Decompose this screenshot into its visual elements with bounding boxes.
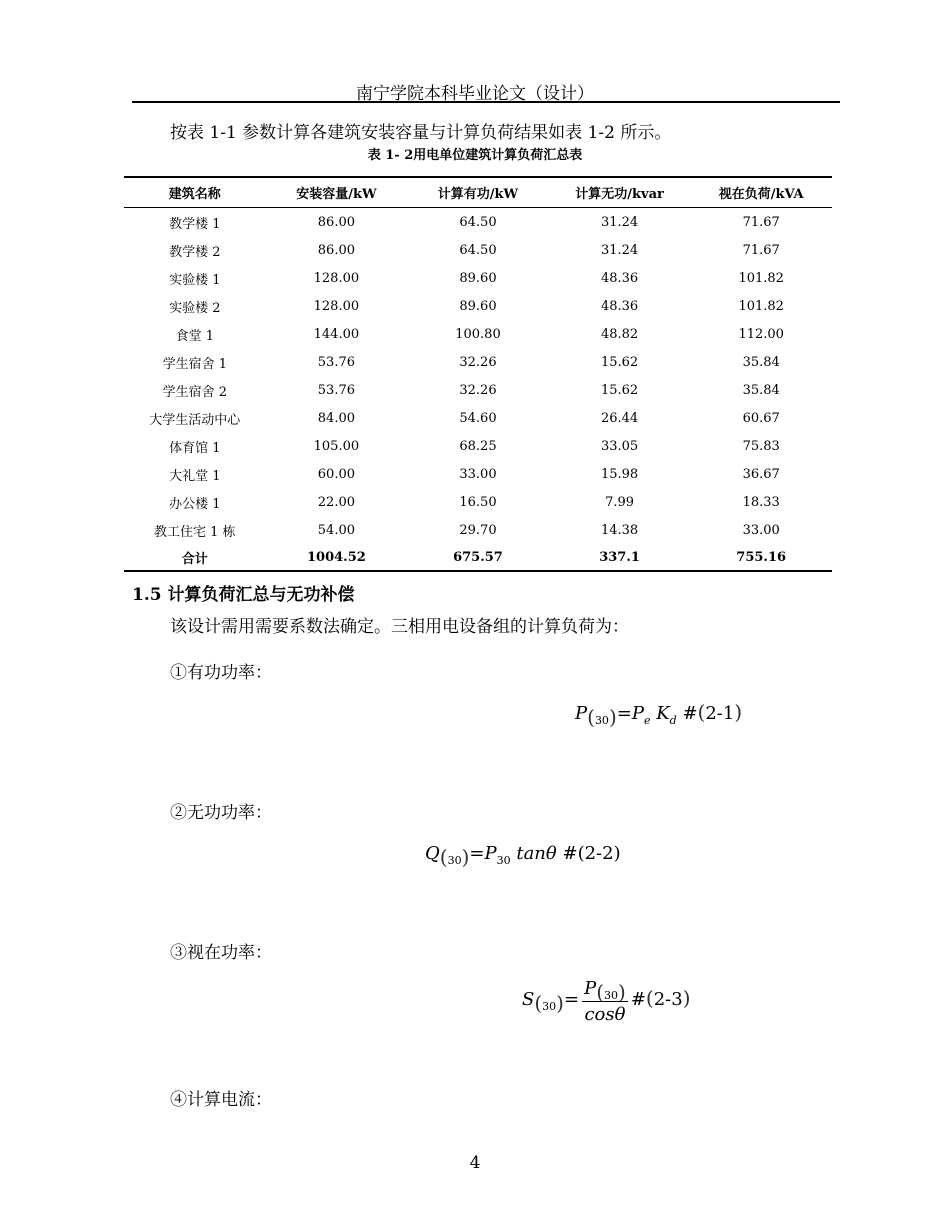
table-total-row	[124, 544, 832, 571]
building-name-cell: 学生宿舍 2	[162, 384, 227, 400]
value-cell: 7.99	[605, 494, 635, 510]
table-row	[124, 516, 832, 544]
reactive-power-label: ②无功功率：	[170, 803, 272, 823]
equation-number: 2-1	[705, 703, 735, 724]
value-cell: 128.00	[313, 270, 360, 286]
building-name-cell: 学生宿舍 1	[162, 356, 227, 372]
value-cell: 71.67	[742, 214, 780, 230]
value-cell: 100.80	[455, 326, 501, 342]
eq-symbol: P	[575, 703, 588, 724]
eq-mark: #	[562, 843, 578, 864]
value-cell: 112.00	[738, 326, 784, 342]
table-header-row	[124, 177, 832, 208]
page-number: 4	[469, 1153, 481, 1173]
building-name-cell: 教学楼 1	[169, 216, 221, 232]
value-cell: 60.00	[317, 466, 355, 482]
intro-paragraph: 按表 1-1 参数计算各建筑安装容量与计算负荷结果如表 1-2 所示。	[170, 123, 672, 143]
current-label: ④计算电流：	[170, 1090, 272, 1110]
eq-subscript: d	[669, 714, 677, 727]
table-row	[124, 292, 832, 320]
table-row	[124, 404, 832, 432]
column-header: 建筑名称	[124, 177, 266, 208]
building-name-cell: 大礼堂 1	[169, 468, 221, 484]
value-cell: 32.26	[459, 354, 497, 370]
value-cell: 89.60	[459, 270, 497, 286]
apparent-power-label: ③视在功率：	[170, 943, 272, 963]
eq-symbol: P	[631, 703, 644, 724]
value-cell: 35.84	[742, 354, 780, 370]
value-cell: 48.36	[600, 298, 639, 314]
building-name-cell: 教学楼 2	[169, 244, 221, 260]
building-name-cell: 实验楼 1	[169, 272, 221, 288]
value-cell: 33.00	[742, 522, 780, 538]
column-header: 安装容量/kW	[266, 177, 408, 208]
eq-mark: #	[682, 703, 698, 724]
column-header: 计算无功/kvar	[549, 177, 691, 208]
value-cell: 60.67	[742, 410, 780, 426]
value-cell: 71.67	[742, 242, 780, 258]
equation-active-power: $P_{(30)}=P_e$ $K_d$ #(2-1)	[575, 700, 743, 729]
value-cell: 64.50	[459, 214, 497, 230]
eq-symbol: Q	[425, 843, 440, 864]
value-cell: 15.62	[600, 382, 639, 398]
value-cell: 33.05	[600, 438, 639, 454]
table-row	[124, 460, 832, 488]
value-cell: 48.36	[600, 270, 639, 286]
table-row	[124, 320, 832, 348]
table-row	[124, 376, 832, 404]
fraction: $\frac{P_{(30)}}{\cos\theta}$	[582, 975, 628, 1025]
equation-reactive-power: $Q_{(30)}=P_{30}$ tanθ #(2-2)	[425, 843, 621, 869]
value-cell: 101.82	[738, 298, 784, 314]
eq-symbol: P	[484, 843, 497, 864]
value-cell: 14.38	[600, 522, 639, 538]
eq-symbol: S	[522, 989, 535, 1010]
value-cell: 75.83	[742, 438, 780, 454]
column-header: 视在负荷/kVA	[690, 177, 832, 208]
eq-symbol: K	[656, 703, 670, 724]
value-cell: 18.33	[742, 494, 780, 510]
building-name-cell: 食堂 1	[175, 328, 214, 344]
table-row	[124, 264, 832, 292]
active-power-label: ①有功功率：	[170, 663, 272, 683]
eq-subscript: 30	[594, 714, 609, 727]
value-cell: 128.00	[313, 298, 360, 314]
value-cell: 54.00	[317, 522, 355, 538]
value-cell: 68.25	[459, 438, 497, 454]
value-cell: 16.50	[459, 494, 497, 510]
value-cell: 35.84	[742, 382, 780, 398]
value-cell: 89.60	[459, 298, 497, 314]
value-cell: 755.16	[690, 544, 832, 571]
value-cell: 105.00	[313, 438, 360, 454]
table-caption: 表 1- 2用电单位建筑计算负荷汇总表	[367, 148, 583, 163]
value-cell: 53.76	[317, 382, 355, 398]
value-cell: 29.70	[459, 522, 497, 538]
value-cell: 84.00	[317, 410, 355, 426]
value-cell: 22.00	[317, 494, 355, 510]
value-cell: 337.1	[549, 544, 691, 571]
eq-mark: #	[630, 989, 646, 1010]
value-cell: 54.60	[459, 410, 497, 426]
value-cell: 15.98	[600, 466, 639, 482]
table-row	[124, 432, 832, 460]
method-paragraph: 该设计需用需要系数法确定。三相用电设备组的计算负荷为：	[170, 617, 629, 637]
eq-symbol: cosθ	[584, 1004, 626, 1025]
header-rule	[132, 101, 840, 103]
value-cell: 1004.52	[266, 544, 408, 571]
building-name-cell: 办公楼 1	[169, 496, 221, 512]
equation-number: 2-3	[653, 989, 683, 1010]
value-cell: 86.00	[317, 214, 355, 230]
value-cell: 32.26	[459, 382, 497, 398]
building-name-cell: 教工住宅 1 栋	[154, 524, 236, 540]
building-name-cell: 大学生活动中心	[149, 412, 241, 428]
value-cell: 86.00	[317, 242, 355, 258]
building-name-cell: 实验楼 2	[169, 300, 221, 316]
value-cell: 26.44	[600, 410, 639, 426]
table-row	[124, 208, 832, 237]
section-heading: 1.5 计算负荷汇总与无功补偿	[132, 585, 355, 605]
load-summary-table	[124, 176, 832, 572]
value-cell: 64.50	[459, 242, 497, 258]
value-cell: 144.00	[313, 326, 360, 342]
eq-symbol: tanθ	[516, 843, 557, 864]
value-cell: 36.67	[742, 466, 780, 482]
eq-symbol: P	[584, 978, 597, 999]
eq-subscript: 30	[447, 854, 462, 867]
eq-subscript: 30	[542, 1000, 557, 1013]
column-header: 计算有功/kW	[407, 177, 549, 208]
table-row	[124, 488, 832, 516]
building-name-cell: 合计	[124, 544, 266, 571]
table-row	[124, 348, 832, 376]
table-row	[124, 236, 832, 264]
equation-apparent-power: $S_{(30)}=$ $\frac{P_{(30)}}{\cos\theta}$ #(2-3)	[522, 975, 691, 1025]
value-cell: 48.82	[600, 326, 639, 342]
value-cell: 15.62	[600, 354, 639, 370]
equation-number: (2-2)	[577, 843, 621, 864]
value-cell: 675.57	[407, 544, 549, 571]
building-name-cell: 体育馆 1	[169, 440, 221, 456]
eq-subscript: e	[643, 714, 651, 727]
value-cell: 31.24	[600, 242, 639, 258]
eq-subscript: 30	[496, 854, 511, 867]
value-cell: 53.76	[317, 354, 355, 370]
eq-subscript: 30	[604, 989, 618, 1002]
value-cell: 33.00	[459, 466, 497, 482]
value-cell: 101.82	[738, 270, 784, 286]
page-header: 南宁学院本科毕业论文（设计）	[356, 84, 594, 104]
value-cell: 31.24	[600, 214, 639, 230]
